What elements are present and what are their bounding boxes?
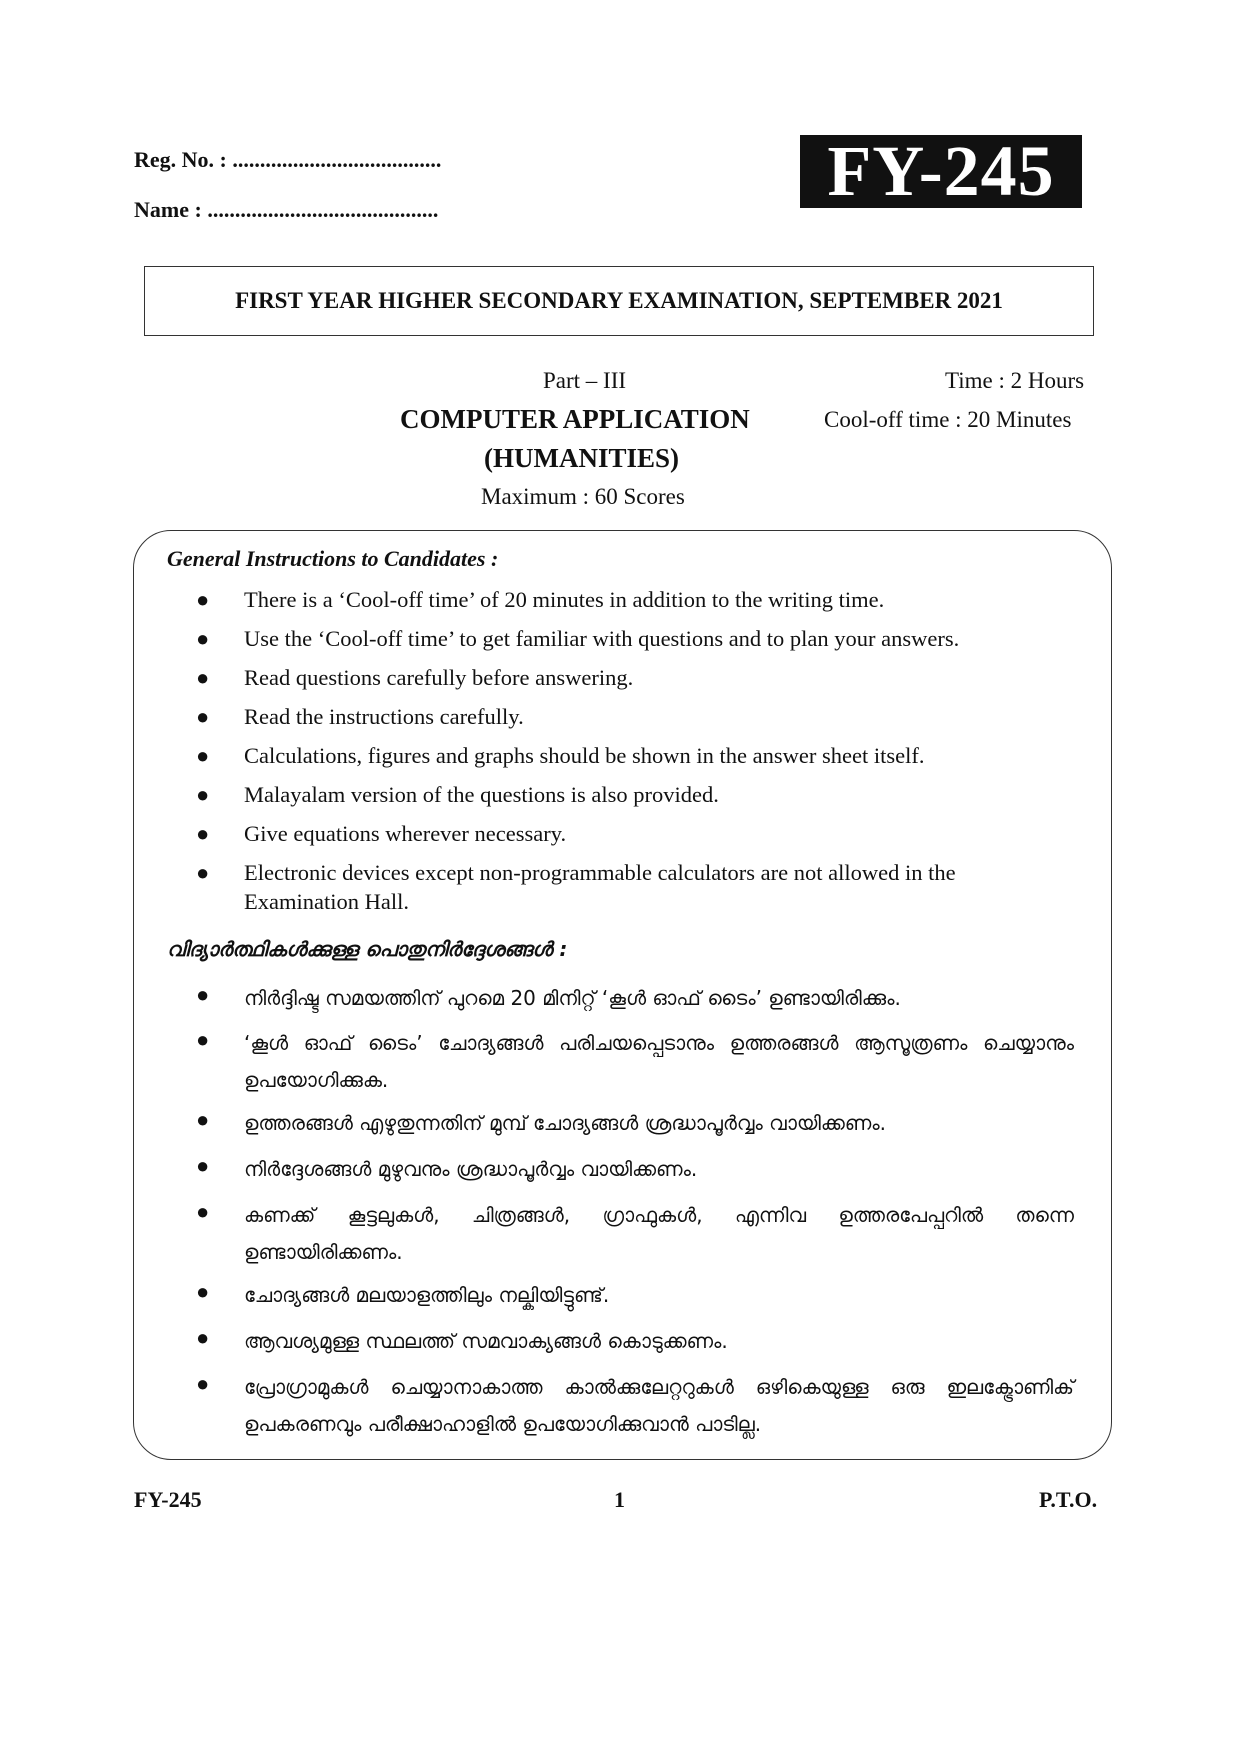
cool-off-label: Cool-off time : 20 Minutes bbox=[824, 407, 1072, 432]
name-line bbox=[134, 197, 438, 223]
bullet-icon: ● bbox=[196, 1199, 210, 1224]
pto-label: P.T.O. bbox=[1039, 1487, 1098, 1512]
list-item-text: പ്രോഗ്രാമുകൾ ചെയ്യാനാകാത്ത കാൽക്കുലേറ്ററുകൾ ഒഴികെയുള്ള ഒരു ഇലക്ട്രോണിക് ഉപകരണവും പരീക്ഷാഹാളിൽ ഉപയോഗിക്കുവാൻ പാടില്ല. bbox=[244, 1375, 1074, 1436]
bullet-icon: ● bbox=[196, 665, 210, 690]
stream-title: (HUMANITIES) bbox=[484, 443, 680, 473]
list-item-text: ചോദ്യങ്ങൾ മലയാളത്തിലും നല്കിയിട്ടുണ്ട്. bbox=[244, 1283, 610, 1307]
list-item-text: Give equations wherever necessary. bbox=[244, 821, 567, 846]
bullet-icon: ● bbox=[196, 782, 210, 807]
paper-code-badge: FY-245 bbox=[800, 135, 1082, 208]
bullet-icon: ● bbox=[196, 1027, 210, 1052]
bullet-icon: ● bbox=[196, 626, 210, 651]
bullet-icon: ● bbox=[196, 1371, 210, 1396]
reg-no-label: Reg. No. : bbox=[134, 147, 227, 172]
list-item-text: Electronic devices except non-programmable calculators are not allowed in the Examination Hall. bbox=[244, 860, 956, 914]
reg-no-line bbox=[134, 147, 441, 173]
list-item-text: Use the ‘Cool-off time’ to get familiar with questions and to plan your answers. bbox=[244, 626, 960, 651]
list-item-text: There is a ‘Cool-off time’ of 20 minutes in addition to the writing time. bbox=[244, 587, 885, 612]
instructions-ml-heading: വിദ്യാർത്ഥികൾക്കുള്ള പൊതുനിർദ്ദേശങ്ങൾ : bbox=[167, 937, 568, 961]
bullet-icon: ● bbox=[196, 1107, 210, 1132]
list-item-text: നിർദ്ദേശങ്ങൾ മുഴുവനും ശ്രദ്ധാപൂർവ്വം വായിക്കണം. bbox=[244, 1157, 698, 1181]
bullet-icon: ● bbox=[196, 1153, 210, 1178]
list-item-text: Read questions carefully before answering. bbox=[244, 665, 634, 690]
list-item-text: കണക്ക് കൂട്ടലുകൾ, ചിത്രങ്ങൾ, ഗ്രാഫുകൾ, എന്നിവ ഉത്തരപേപ്പറിൽ തന്നെ ഉണ്ടായിരിക്കണം. bbox=[244, 1203, 1074, 1264]
exam-title-box: FIRST YEAR HIGHER SECONDARY EXAMINATION, SEPTEMBER 2021 bbox=[144, 266, 1094, 336]
list-item-text: Read the instructions carefully. bbox=[244, 704, 524, 729]
max-scores-label: Maximum : 60 Scores bbox=[481, 484, 685, 509]
bullet-icon: ● bbox=[196, 860, 210, 885]
part-label: Part – III bbox=[543, 368, 627, 393]
bullet-icon: ● bbox=[196, 982, 210, 1007]
footer-paper-code: FY-245 bbox=[134, 1487, 202, 1512]
list-item-text: ഉത്തരങ്ങൾ എഴുതുന്നതിന് മുമ്പ് ചോദ്യങ്ങൾ ശ്രദ്ധാപൂർവ്വം വായിക്കണം. bbox=[244, 1111, 886, 1135]
list-item-text: ‘കൂൾ ഓഫ് ടൈം’ ചോദ്യങ്ങൾ പരിചയപ്പെടാനും ഉത്തരങ്ങൾ ആസൂത്രണം ചെയ്യാനും ഉപയോഗിക്കുക. bbox=[244, 1031, 1074, 1092]
name-dots: .......................................... bbox=[207, 197, 439, 222]
list-item-text: നിർദ്ദിഷ്ട സമയത്തിന് പുറമെ 20 മിനിറ്റ് ‘കൂൾ ഓഫ് ടൈം’ ഉണ്ടായിരിക്കും. bbox=[244, 986, 901, 1010]
bullet-icon: ● bbox=[196, 743, 210, 768]
instructions-en-heading: General Instructions to Candidates : bbox=[167, 546, 499, 571]
bullet-icon: ● bbox=[196, 704, 210, 729]
list-item-text: ആവശ്യമുള്ള സ്ഥലത്ത് സമവാക്യങ്ങൾ കൊടുക്കണം. bbox=[244, 1329, 728, 1353]
list-item-text: Calculations, figures and graphs should be shown in the answer sheet itself. bbox=[244, 743, 925, 768]
bullet-icon: ● bbox=[196, 821, 210, 846]
name-label: Name : bbox=[134, 197, 202, 222]
bullet-icon: ● bbox=[196, 1325, 210, 1350]
bullet-icon: ● bbox=[196, 1279, 210, 1304]
reg-no-dots: ...................................... bbox=[232, 147, 442, 172]
list-item-text: Malayalam version of the questions is also provided. bbox=[244, 782, 719, 807]
time-label: Time : 2 Hours bbox=[945, 368, 1085, 393]
page-number: 1 bbox=[614, 1487, 625, 1512]
bullet-icon: ● bbox=[196, 587, 210, 612]
subject-title: COMPUTER APPLICATION bbox=[400, 404, 750, 434]
